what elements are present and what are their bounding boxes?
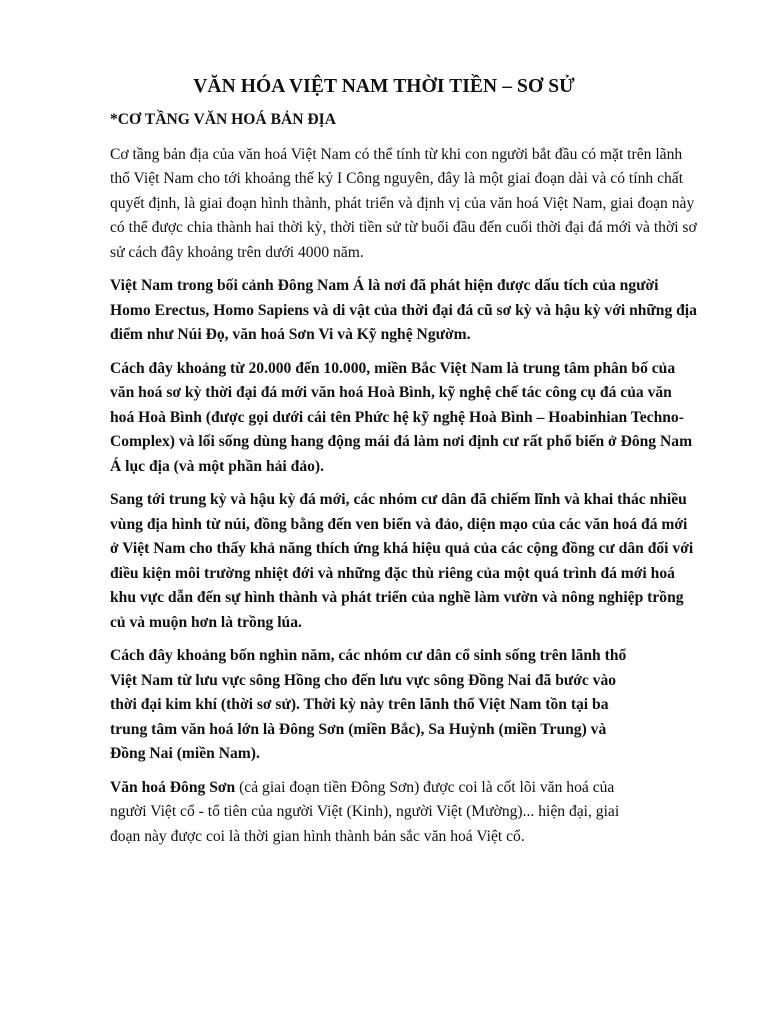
paragraph-2: Việt Nam trong bối cảnh Đông Nam Á là nơi đã phát hiện được dấu tích của người Homo Erectus, Homo Sapiens và di vật của thời đại đá cũ sơ kỳ và hậu kỳ với những địa điểm như Núi Đọ, văn hoá Sơn Vi và Kỹ nghệ Ngườm. (110, 277, 697, 343)
paragraph-5: Cách đây khoảng bốn nghìn năm, các nhóm cư dân cổ sinh sống trên lãnh thổ Việt Nam từ lưu vực sông Hồng cho đến lưu vực sông Đồng Nai đã bước vào thời đại kim khí (thời sơ sử). Thời kỳ này trên lãnh thổ Việt Nam tồn tại ba trung tâm văn hoá lớn là Đông Sơn (miền Bắc), Sa Huỳnh (miền Trung) và Đồng Nai (miền Nam). (110, 647, 627, 762)
paragraph-1: Cơ tầng bản địa của văn hoá Việt Nam có thể tính từ khi con người bắt đầu có mặt trên lãnh thổ Việt Nam cho tới khoảng thế kỷ I Công nguyên, đây là một giai đoạn dài và có tính chất quyết định, là giai đoạn hình thành, phát triển và định vị của văn hoá Việt Nam, giai đoạn này có thể được chia thành hai thời kỳ, thời tiền sử từ buổi đầu đến cuối thời đại đá mới và thời sơ sử cách đây khoảng trên dưới 4000 năm. (110, 145, 697, 261)
paragraph-4: Sang tới trung kỳ và hậu kỳ đá mới, các nhóm cư dân đã chiếm lĩnh và khai thác nhiều vùng địa hình từ núi, đồng bằng đến ven biển và đảo, diện mạo của các văn hoá đá mới ở Việt Nam cho thấy khả năng thích ứng khá hiệu quả của các cộng đồng cư dân đối với điều kiện môi trường nhiệt đới và những đặc thù riêng của một quá trình đá mới hoá khu vực dẫn đến sự hình thành và phát triển của nghề làm vườn và nông nghiệp trồng củ và muộn hơn là trồng lúa. (110, 491, 694, 631)
document-title: VĂN HÓA VIỆT NAM THỜI TIỀN – SƠ SỬ (193, 76, 575, 97)
paragraph-6-lead: Văn hoá Đông Sơn (110, 778, 236, 796)
section-heading: *CƠ TẦNG VĂN HOÁ BẢN ĐỊA (110, 111, 336, 128)
paragraph-6 (110, 776, 630, 850)
paragraph-3: Cách đây khoảng từ 20.000 đến 10.000, miền Bắc Việt Nam là trung tâm phân bố của văn hoá sơ kỳ thời đại đá mới văn hoá Hoà Bình, kỹ nghệ chế tác công cụ đá của văn hoá Hoà Bình (được gọi dưới cái tên Phức hệ kỹ nghệ Hoà Bình – Hoabinhian Techno- Complex) và lối sống dùng hang động mái đá làm nơi định cư rất phổ biến ở Đông Nam Á lục địa (và một phần hải đảo). (110, 359, 693, 475)
paragraph-6-text: (cả giai đoạn tiền Đông Sơn) được coi là cốt lõi văn hoá của người Việt cổ - tổ tiên của người Việt (Kinh), người Việt (Mường)... hiện đại, giai đoạn này được coi là thời gian hình thành bản sắc văn hoá Việt cổ. (110, 778, 620, 845)
